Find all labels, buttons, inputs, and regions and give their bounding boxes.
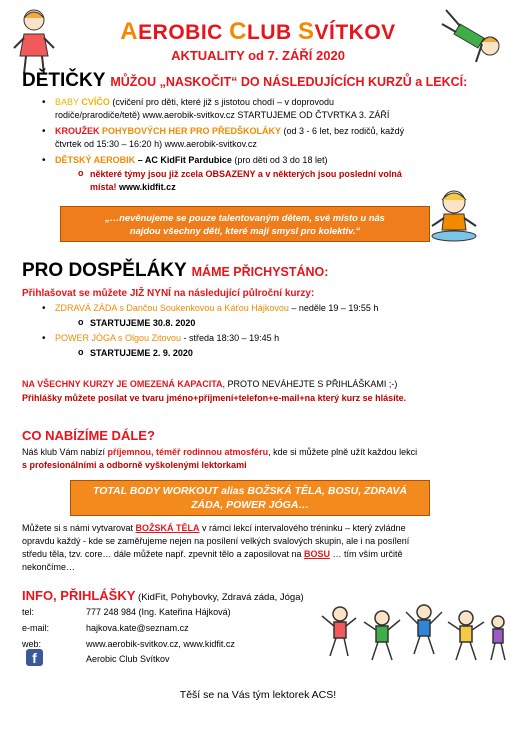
more-paragraph-2: s profesionálními a odborně vyškolenými lektorkami bbox=[22, 460, 247, 470]
more-heading: CO NABÍZÍME DÁLE? bbox=[22, 428, 155, 443]
power-joga-start: o STARTUJEME 2. 9. 2020 bbox=[90, 347, 193, 360]
info-heading: INFO, PŘIHLÁŠKY (KidFit, Pohybovky, Zdravá záda, Jóga) bbox=[22, 588, 304, 603]
email-value[interactable]: hajkova.kate@seznam.cz bbox=[86, 623, 189, 633]
club-title: AEROBIC CLUB SVÍTKOV bbox=[120, 18, 396, 45]
child-yoga-illustration bbox=[428, 188, 480, 244]
baby-cvico-item: • BABY CVÍČO (cvičení pro děti, které již s jistotou chodí – v doprovodu bbox=[55, 96, 334, 109]
description-line-3: středu těla, tzv. core… dále můžete např. zpevnit tělo a zaposilovat na BOSU … tím vším určitě bbox=[22, 549, 403, 559]
news-subtitle: AKTUALITY od 7. ZÁŘÍ 2020 bbox=[171, 48, 345, 63]
krouzek-item: • KROUŽEK POHYBOVÝCH HER PRO PŘEDŠKOLÁKY (od 3 - 6 let, bez rodičů, každý bbox=[55, 125, 404, 138]
application-format: Přihlášky můžete posílat ve tvaru jméno+příjmení+telefon+e-mail+na který kurz se hlásíte. bbox=[22, 393, 407, 403]
description-line-2: opravdu každý - kde se zaměřujeme nejen na posílení velkých svalových skupin, ale i na posílení bbox=[22, 536, 410, 546]
tel-value[interactable]: 777 248 984 (Ing. Kateřina Hájková) bbox=[86, 607, 231, 617]
dancing-kids-illustration bbox=[320, 600, 510, 668]
capacity-note: NA VŠECHNY KURZY JE OMEZENÁ KAPACITA, PROTO NEVÁHEJTE S PŘIHLÁŠKAMI ;-) bbox=[22, 379, 398, 389]
description-line-1: Můžete si s námi vytvarovat BOŽSKÁ TĚLA v rámci lekcí intervalového tréninku – který zvládne bbox=[22, 523, 406, 533]
workout-line-2: ZÁDA, POWER JÓGA… bbox=[191, 499, 309, 511]
zdrava-zada-item: • ZDRAVÁ ZÁDA s Dančou Soukenkovou a Káťou Hájkovou – neděle 19 – 19:55 h bbox=[55, 302, 378, 315]
teams-note: o některé týmy jsou již zcela OBSAZENY a v některých jsou poslední volná bbox=[90, 168, 402, 181]
facebook-icon[interactable]: f bbox=[26, 649, 43, 666]
adults-heading: PRO DOSPĚLÁKY MÁME PŘICHYSTÁNO: bbox=[22, 260, 329, 281]
power-joga-item: • POWER JÓGA s Olgou Zitovou - středa 18:30 – 19:45 h bbox=[55, 332, 279, 345]
workout-line-1: TOTAL BODY WORKOUT alias BOŽSKÁ TĚLA, BOSU, ZDRAVÁ bbox=[92, 485, 408, 497]
workout-box bbox=[70, 480, 430, 516]
detsky-aerobik-item: • DĚTSKÝ AEROBIK – AC KidFit Pardubice (pro děti od 3 do 18 let) bbox=[55, 154, 327, 167]
krouzek-detail: čtvrtek od 15:30 – 16:20 h) www.aerobik-svitkov.cz bbox=[55, 139, 257, 149]
baby-cvico-detail: rodiče/prarodiče/tetě) www.aerobik-svitkov.cz STARTUJEME OD ČTVRTKA 3. ZÁŘÍ bbox=[55, 110, 390, 120]
description-line-4: nekončíme… bbox=[22, 562, 76, 572]
zdrava-zada-start: o STARTUJEME 30.8. 2020 bbox=[90, 317, 195, 330]
teams-note-2: místa! www.kidfit.cz bbox=[90, 182, 176, 192]
more-paragraph-1: Náš klub Vám nabízí příjemnou, téměř rodinnou atmosféru, kde si můžete plně užít každou lekci bbox=[22, 447, 418, 457]
signup-note: Přihlašovat se můžete JIŽ NYNÍ na následující půlroční kurzy: bbox=[22, 288, 315, 299]
kids-quote-box bbox=[60, 206, 430, 242]
tel-label: tel: bbox=[22, 607, 35, 617]
facebook-value[interactable]: Aerobic Club Svítkov bbox=[86, 654, 170, 664]
web-label: web: bbox=[22, 639, 42, 649]
email-label: e-mail: bbox=[22, 623, 50, 633]
quote-line-1: „…nevěnujeme se pouze talentovaným dětem, své místo u nás bbox=[105, 212, 385, 223]
footer-greeting: Těší se na Vás tým lektorek ACS! bbox=[179, 689, 337, 701]
kids-heading: DĚTIČKY MŮŽOU „NASKOČIT“ DO NÁSLEDUJÍCÍCH KURZŮ a LEKCÍ: bbox=[22, 70, 468, 91]
web-value[interactable]: www.aerobik-svitkov.cz, www.kidfit.cz bbox=[86, 639, 235, 649]
quote-line-2: najdou všechny děti, které mají smysl pro kolektiv.“ bbox=[129, 225, 361, 236]
